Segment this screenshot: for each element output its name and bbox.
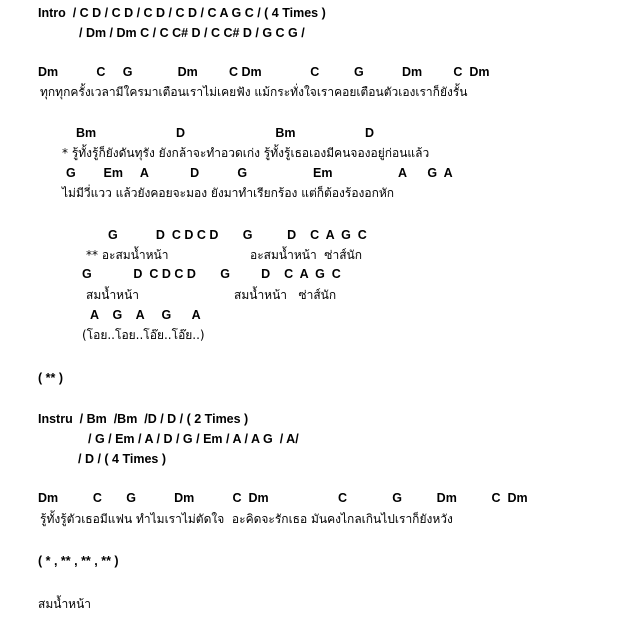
chorus-lyrics-2b: สมน้ำหน้า ซ่าส์นัก: [234, 288, 337, 302]
intro-line-1: Intro / C D / C D / C D / C D / C A G C / ( 4 Times ): [38, 6, 326, 20]
ending-lyric: สมน้ำหน้า: [38, 597, 92, 611]
instru-line-3: / D / ( 4 Times ): [78, 452, 166, 466]
verse2-chords: Dm C G Dm C Dm C G Dm C Dm: [38, 491, 528, 505]
verse2-lyrics: รู้ทั้งรู้ตัวเธอมีแฟน ทำไมเราไม่ตัดใจ อะคิดจะรักเธอ มันคงไกลเกินไปเราก็ยังหวัง: [40, 512, 453, 526]
chorus-lyrics-1: ** อะสมน้ำหน้า: [86, 248, 169, 262]
chorus-chords-1: G D C D C D G D C A G C: [108, 228, 367, 242]
chorus-lyrics-2: สมน้ำหน้า: [86, 288, 140, 302]
verse1-lyrics: ทุกทุกครั้งเวลามีใครมาเตือนเราไม่เคยฟัง แม้กระทั่งใจเราคอยเตือนตัวเองเราก็ยังรั้น: [40, 85, 468, 99]
pre-chorus-chords-1: Bm D Bm D: [76, 126, 374, 140]
repeat-sequence: ( * , ** , ** , ** ): [38, 554, 119, 568]
chorus-chords-2: G D C D C D G D C A G C: [82, 267, 341, 281]
intro-line-2: / Dm / Dm C / C C# D / C C# D / G C G /: [79, 26, 305, 40]
chorus-lyrics-3: (โอย..โอย..โอ๊ย..โอ๊ย..): [82, 328, 205, 342]
pre-chorus-chords-2: G Em A D G Em A G A: [66, 166, 453, 180]
pre-chorus-lyrics-2: ไม่มีวี่แวว แล้วยังคอยจะมอง ยังมาทำเรียกร้อง แต่ก็ต้องร้องอกหัก: [62, 186, 395, 200]
chorus-lyrics-1b: อะสมน้ำหน้า ซ่าส์นัก: [250, 248, 362, 262]
chorus-chords-3: A G A G A: [90, 308, 201, 322]
repeat-chorus: ( ** ): [38, 371, 63, 385]
verse1-chords: Dm C G Dm C Dm C G Dm C Dm: [38, 65, 490, 79]
instru-line-2: / G / Em / A / D / G / Em / A / A G / A/: [88, 432, 299, 446]
instru-line-1: Instru / Bm /Bm /D / D / ( 2 Times ): [38, 412, 249, 426]
pre-chorus-lyrics-1: * รู้ทั้งรู้ก็ยังดันทุรัง ยังกล้าจะทำอวดเก่ง รู้ทั้งรู้เธอเองมีคนจองอยู่ก่อนแล้ว: [62, 146, 430, 160]
